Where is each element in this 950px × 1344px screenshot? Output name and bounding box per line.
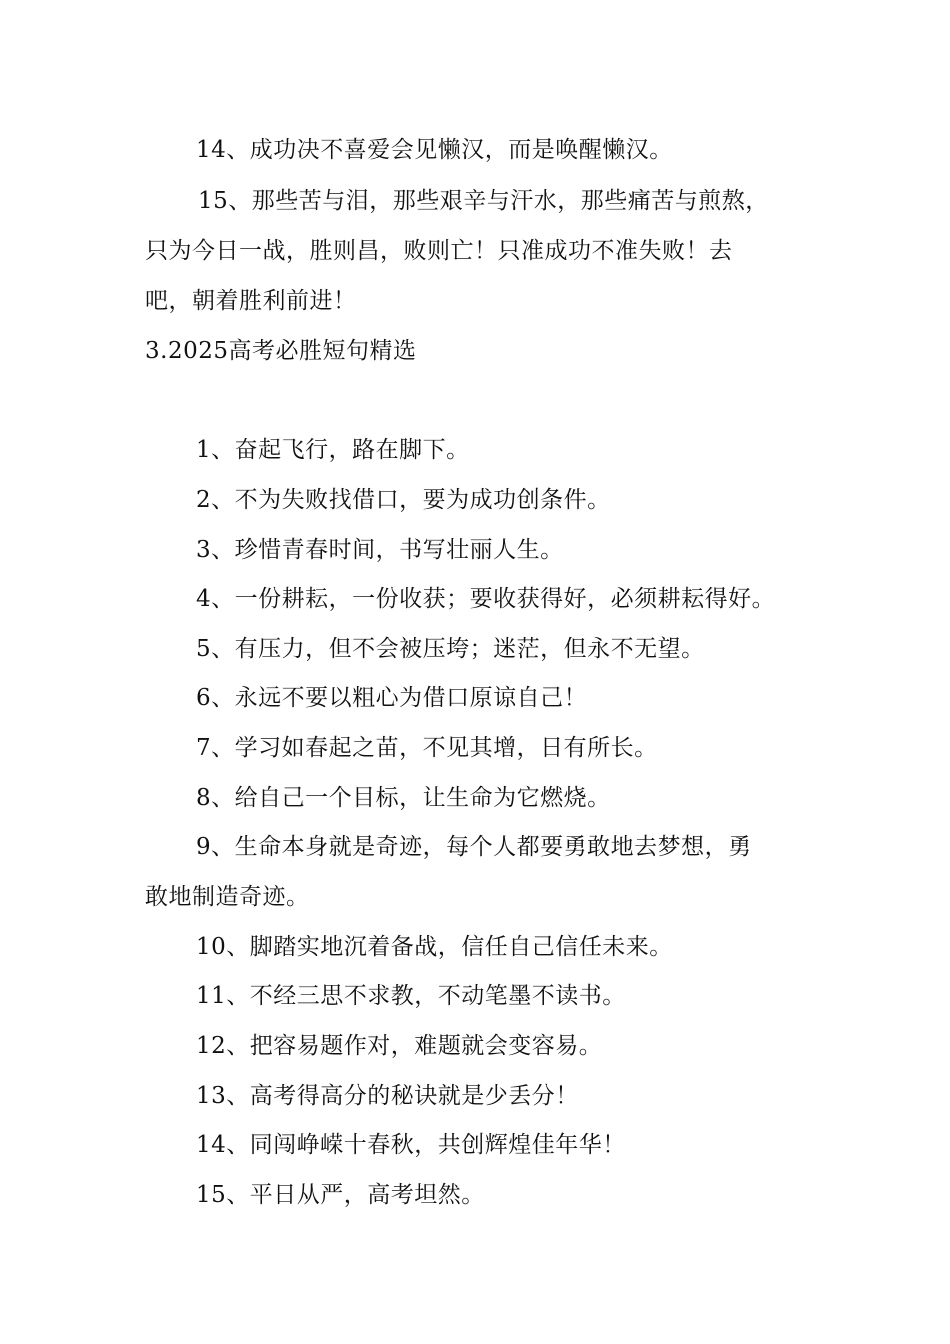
list-item-12: 12、把容易题作对，难题就会变容易。	[196, 1033, 603, 1059]
list-item-5: 5、有压力，但不会被压垮；迷茫，但永不无望。	[196, 636, 705, 662]
paragraph-item-15-line-1: 15、那些苦与泪，那些艰辛与汗水，那些痛苦与煎熬，	[198, 188, 769, 214]
list-item-10: 10、脚踏实地沉着备战，信任自己信任未来。	[196, 934, 673, 960]
list-item-8: 8、给自己一个目标，让生命为它燃烧。	[196, 785, 611, 811]
list-item-11: 11、不经三思不求教，不动笔墨不读书。	[196, 983, 626, 1009]
paragraph-item-14-top: 14、成功决不喜爱会见懒汉，而是唤醒懒汉。	[196, 137, 673, 163]
section-heading: 3.2025高考必胜短句精选	[145, 338, 417, 364]
list-item-2: 2、不为失败找借口，要为成功创条件。	[196, 487, 611, 513]
list-item-6: 6、永远不要以粗心为借口原谅自己！	[196, 685, 588, 711]
list-item-14: 14、同闯峥嵘十春秋，共创辉煌佳年华！	[196, 1132, 626, 1158]
list-item-4: 4、一份耕耘，一份收获；要收获得好，必须耕耘得好。	[196, 586, 776, 612]
list-item-7: 7、学习如春起之苗，不见其增，日有所长。	[196, 735, 658, 761]
paragraph-item-15-line-3: 吧，朝着胜利前进！	[145, 288, 357, 314]
list-item-1: 1、奋起飞行，路在脚下。	[196, 437, 470, 463]
list-item-15: 15、平日从严，高考坦然。	[196, 1182, 485, 1208]
list-item-9-line-2: 敢地制造奇迹。	[145, 884, 310, 910]
paragraph-item-15-line-2: 只为今日一战，胜则昌，败则亡！只准成功不准失败！去	[145, 238, 733, 264]
list-item-3: 3、珍惜青春时间，书写壮丽人生。	[196, 537, 564, 563]
list-item-9-line-1: 9、生命本身就是奇迹，每个人都要勇敢地去梦想，勇	[196, 834, 752, 860]
list-item-13: 13、高考得高分的秘诀就是少丢分！	[196, 1083, 579, 1109]
